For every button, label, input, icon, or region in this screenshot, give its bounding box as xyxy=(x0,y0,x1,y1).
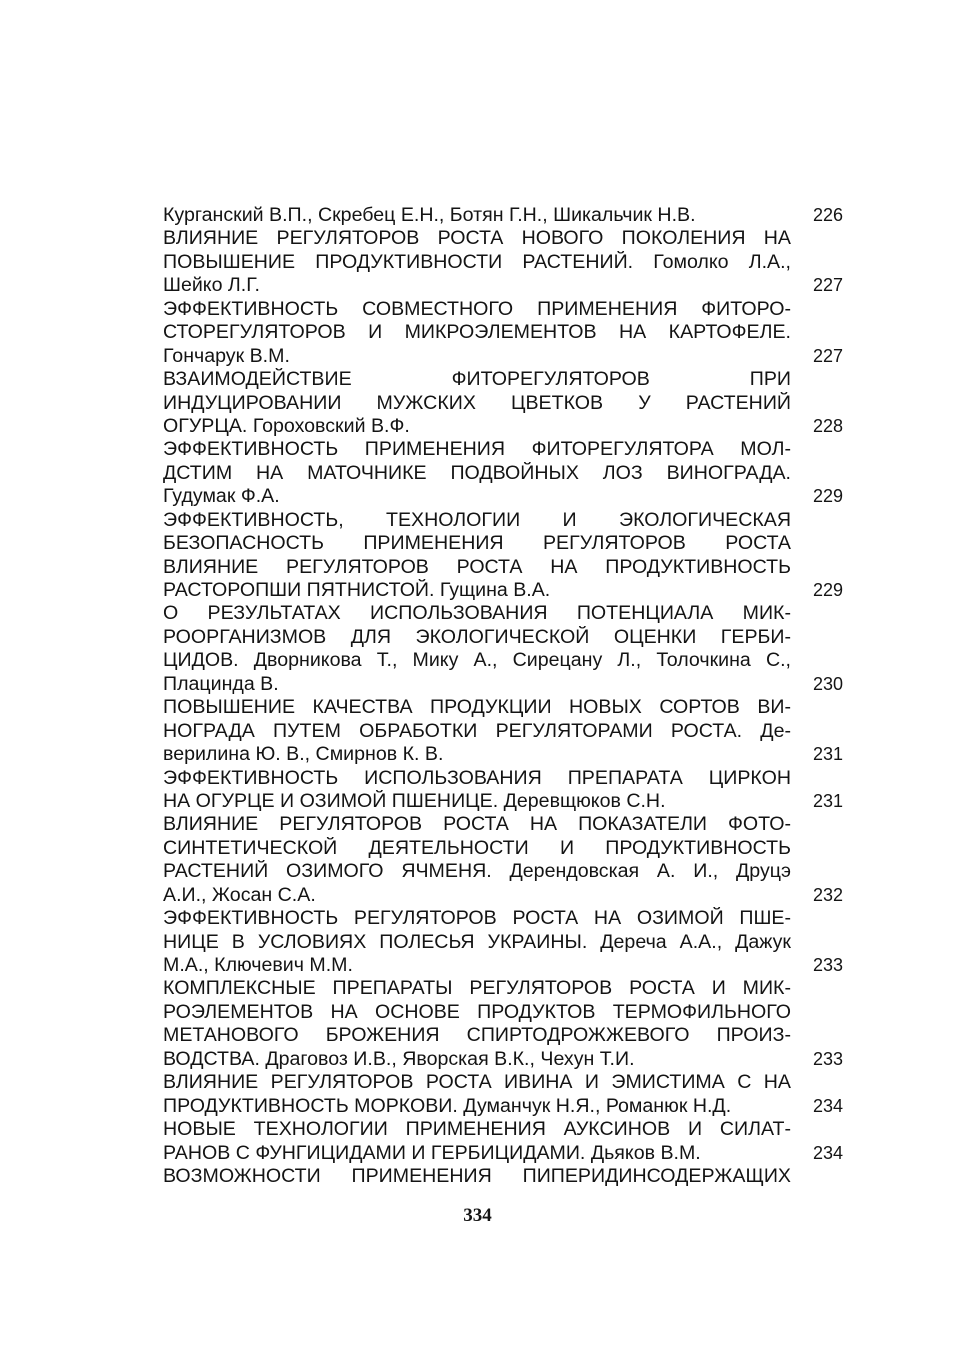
toc-line xyxy=(163,1024,843,1047)
toc-line xyxy=(163,907,843,930)
toc-line-text: ЭФФЕКТИВНОСТЬ РЕГУЛЯТОРОВ РОСТА НА ОЗИМОЙ ПШЕ- xyxy=(163,907,791,930)
toc-line-text: ОГУРЦА. Гороховский В.Ф. xyxy=(163,414,410,437)
toc-line xyxy=(163,579,843,602)
toc-line xyxy=(163,743,843,766)
toc-line xyxy=(163,321,843,344)
toc-line-text: МЕТАНОВОГО БРОЖЕНИЯ СПИРТОДРОЖЖЕВОГО ПРОИЗ- xyxy=(163,1024,791,1047)
toc-line xyxy=(163,931,843,954)
toc-line-text: РАСТЕНИЙ ОЗИМОГО ЯЧМЕНЯ. Дерендовская А. И., Друцэ xyxy=(163,860,791,883)
toc-line xyxy=(163,298,843,321)
toc-line-text: РАСТОРОПШИ ПЯТНИСТОЙ. Гущина В.А. xyxy=(163,579,551,601)
toc-line-text: РОЭЛЕМЕНТОВ НА ОСНОВЕ ПРОДУКТОВ ТЕРМОФИЛЬНОГО xyxy=(163,1000,791,1023)
toc-line xyxy=(163,509,843,532)
toc-line-text: СТОРЕГУЛЯТОРОВ И МИКРОЭЛЕМЕНТОВ НА КАРТОФЕЛЕ. xyxy=(163,321,791,344)
toc-line xyxy=(163,1095,843,1118)
toc-line-text: КОМПЛЕКСНЫЕ ПРЕПАРАТЫ РЕГУЛЯТОРОВ РОСТА И МИК- xyxy=(163,977,791,1000)
toc-line-text: НОВЫЕ ТЕХНОЛОГИИ ПРИМЕНЕНИЯ АУКСИНОВ И СИЛАТ- xyxy=(163,1118,791,1141)
toc-line xyxy=(163,602,843,625)
page-number: 334 xyxy=(463,1205,492,1226)
toc-line-text: НА ОГУРЦЕ И ОЗИМОЙ ПШЕНИЦЕ. Деревщюков С.Н. xyxy=(163,789,666,812)
toc-line xyxy=(163,626,843,649)
toc-line xyxy=(163,1118,843,1141)
toc-page-number: 227 xyxy=(812,275,843,296)
table-of-contents xyxy=(163,204,843,1188)
toc-line-text: Курганский В.П., Скребец Е.Н., Ботян Г.Н., Шикальчик Н.В. xyxy=(163,204,696,226)
toc-line xyxy=(163,649,843,672)
toc-line-text: ВЛИЯНИЕ РЕГУЛЯТОРОВ РОСТА НА ПРОДУКТИВНОСТЬ xyxy=(163,555,791,578)
toc-line xyxy=(163,251,843,274)
toc-line-text: ПРОДУКТИВНОСТЬ МОРКОВИ. Думанчук Н.Я., Романюк Н.Д. xyxy=(163,1094,732,1117)
toc-line-text: ПОВЫШЕНИЕ КАЧЕСТВА ПРОДУКЦИИ НОВЫХ СОРТОВ ВИ- xyxy=(163,696,791,719)
toc-page-number: 226 xyxy=(812,205,843,225)
toc-line xyxy=(163,1142,843,1165)
toc-line-text: ВОДСТВА. Драговоз И.В., Яворская В.К., Чехун Т.И. xyxy=(163,1047,635,1070)
toc-line xyxy=(163,884,843,907)
toc-line-text: НИЦЕ В УСЛОВИЯХ ПОЛЕСЬЯ УКРАИНЫ. Дереча А.А., Дажук xyxy=(163,930,791,953)
toc-page-number: 231 xyxy=(812,790,843,811)
toc-line-text: ЭФФЕКТИВНОСТЬ ИСПОЛЬЗОВАНИЯ ПРЕПАРАТА ЦИРКОН xyxy=(163,766,791,789)
toc-line-text: ДСТИМ НА МАТОЧНИКЕ ПОДВОЙНЫХ ЛОЗ ВИНОГРАДА. xyxy=(163,461,791,484)
toc-line xyxy=(163,954,843,977)
toc-line-text: ЭФФЕКТИВНОСТЬ СОВМЕСТНОГО ПРИМЕНЕНИЯ ФИТОРО- xyxy=(163,297,791,320)
toc-line-text: ВЛИЯНИЕ РЕГУЛЯТОРОВ РОСТА НОВОГО ПОКОЛЕНИЯ НА xyxy=(163,227,791,250)
toc-line-text: ЭФФЕКТИВНОСТЬ ПРИМЕНЕНИЯ ФИТОРЕГУЛЯТОРА МОЛ- xyxy=(163,438,791,461)
toc-line-text: ВЛИЯНИЕ РЕГУЛЯТОРОВ РОСТА ИВИНА И ЭМИСТИМА С НА xyxy=(163,1071,791,1094)
toc-page-number: 230 xyxy=(812,673,843,694)
toc-line-text: РАНОВ С ФУНГИЦИДАМИ И ГЕРБИЦИДАМИ. Дьяков В.М. xyxy=(163,1141,701,1164)
toc-line-text: СИНТЕТИЧЕСКОЙ ДЕЯТЕЛЬНОСТИ И ПРОДУКТИВНОСТЬ xyxy=(163,836,791,859)
toc-line xyxy=(163,556,843,579)
toc-line xyxy=(163,485,843,508)
toc-page-number: 233 xyxy=(812,1048,843,1069)
toc-line xyxy=(163,767,843,790)
toc-line xyxy=(163,1071,843,1094)
toc-page-number: 231 xyxy=(812,744,843,765)
toc-line xyxy=(163,532,843,555)
toc-line-text: Плацинда В. xyxy=(163,672,279,695)
toc-line-text: М.А., Ключевич М.М. xyxy=(163,954,353,976)
toc-line-text: Шейко Л.Г. xyxy=(163,274,260,297)
toc-line xyxy=(163,977,843,1000)
toc-line-text: Гудумак Ф.А. xyxy=(163,485,280,508)
toc-page-number: 229 xyxy=(812,486,843,507)
toc-line-text: Гончарук В.М. xyxy=(163,344,290,367)
toc-line-text: ВЛИЯНИЕ РЕГУЛЯТОРОВ РОСТА НА ПОКАЗАТЕЛИ ФОТО- xyxy=(163,813,791,836)
toc-line xyxy=(163,813,843,836)
toc-line-text: верилина Ю. В., Смирнов К. В. xyxy=(163,743,444,766)
toc-line xyxy=(163,720,843,743)
toc-line-text: О РЕЗУЛЬТАТАХ ИСПОЛЬЗОВАНИЯ ПОТЕНЦИАЛА МИК- xyxy=(163,602,791,625)
toc-line xyxy=(163,392,843,415)
toc-line xyxy=(163,274,843,297)
toc-line-text: ИНДУЦИРОВАНИИ МУЖСКИХ ЦВЕТКОВ У РАСТЕНИЙ xyxy=(163,391,791,414)
toc-page-number: 234 xyxy=(812,1142,843,1163)
toc-line xyxy=(163,204,843,227)
toc-line xyxy=(163,438,843,461)
toc-page-number: 233 xyxy=(812,955,843,975)
toc-line-text: А.И., Жосан С.А. xyxy=(163,883,316,906)
toc-line xyxy=(163,696,843,719)
toc-line xyxy=(163,837,843,860)
toc-line xyxy=(163,1165,843,1188)
toc-page-number: 228 xyxy=(812,415,843,436)
toc-line-text: РООРГАНИЗМОВ ДЛЯ ЭКОЛОГИЧЕСКОЙ ОЦЕНКИ ГЕРБИ- xyxy=(163,625,791,648)
toc-line xyxy=(163,462,843,485)
toc-line xyxy=(163,227,843,250)
toc-line xyxy=(163,673,843,696)
toc-line xyxy=(163,368,843,391)
toc-line-text: ЦИДОВ. Дворникова Т., Мику А., Сирецану Л., Толочкина С., xyxy=(163,649,791,672)
toc-line-text: БЕЗОПАСНОСТЬ ПРИМЕНЕНИЯ РЕГУЛЯТОРОВ РОСТА xyxy=(163,532,791,555)
toc-line-text: НОГРАДА ПУТЕМ ОБРАБОТКИ РЕГУЛЯТОРАМИ РОСТА. Де- xyxy=(163,719,791,742)
toc-line xyxy=(163,790,843,813)
toc-page-number: 227 xyxy=(812,345,843,366)
toc-line-text: ЭФФЕКТИВНОСТЬ, ТЕХНОЛОГИИ И ЭКОЛОГИЧЕСКАЯ xyxy=(163,508,791,531)
toc-line-text: ВОЗМОЖНОСТИ ПРИМЕНЕНИЯ ПИПЕРИДИНСОДЕРЖАЩИХ xyxy=(163,1164,791,1187)
toc-page-number: 234 xyxy=(812,1095,843,1116)
toc-page-number: 229 xyxy=(812,580,843,600)
toc-page-number: 232 xyxy=(812,884,843,905)
toc-line-text: ПОВЫШЕНИЕ ПРОДУКТИВНОСТИ РАСТЕНИЙ. Гомолко Л.А., xyxy=(163,250,791,273)
toc-line xyxy=(163,415,843,438)
toc-line-text: ВЗАИМОДЕЙСТВИЕ ФИТОРЕГУЛЯТОРОВ ПРИ xyxy=(163,368,791,391)
toc-line xyxy=(163,860,843,883)
toc-line xyxy=(163,1001,843,1024)
toc-line xyxy=(163,345,843,368)
toc-line xyxy=(163,1048,843,1071)
